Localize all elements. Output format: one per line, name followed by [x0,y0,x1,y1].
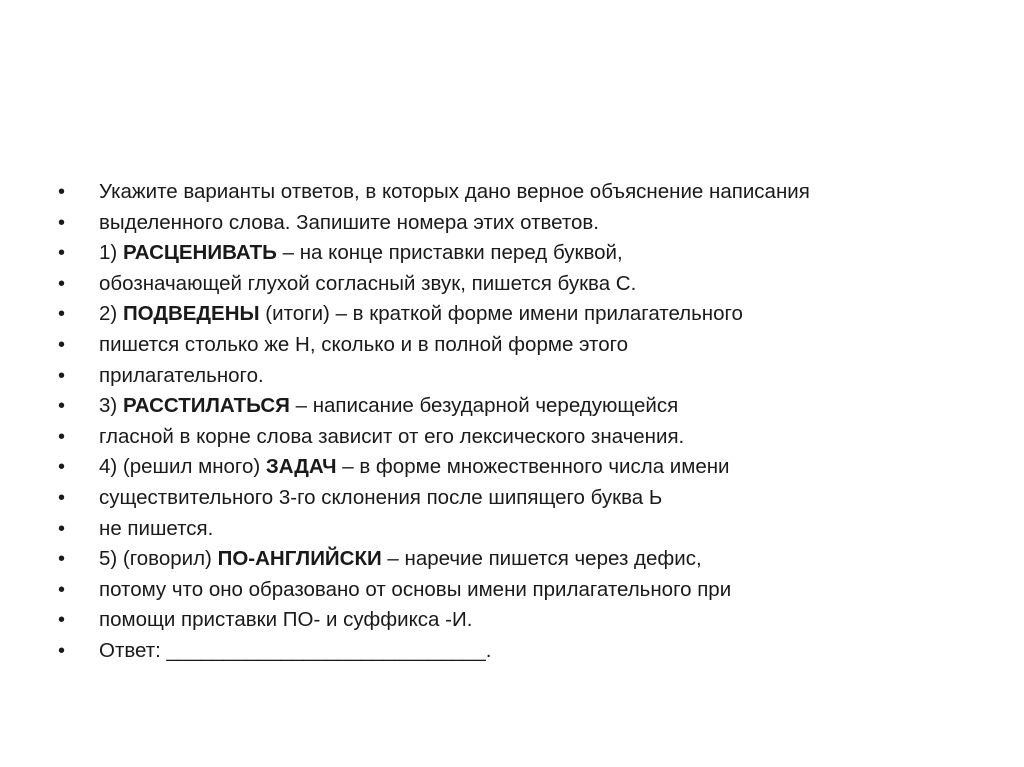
bullet-icon: • [58,578,66,601]
bullet-icon: • [58,639,66,662]
bullet-icon: • [58,395,66,418]
bullet-icon: • [58,211,66,234]
bullet-icon: • [58,425,66,448]
bullet-icon: • [58,456,66,479]
line-text: Укажите варианты ответов, в которых дано верное объяснение написания [99,180,810,203]
bullet-icon: • [58,272,66,295]
line-text: помощи приставки ПО- и суффикса -И. [99,608,473,632]
line-text: пишется столько же Н, сколько и в полной форме этого [99,332,629,356]
line-text: 4) (решил много) ЗАДАЧ – в форме множественного числа имени [99,455,730,479]
answer-line: Ответ: ____________________________. [99,638,492,662]
line-text: прилагательного. [99,363,264,387]
bullet-icon: • [58,242,66,265]
bullet-icon: • [58,548,66,571]
line-text: не пишется. [99,516,214,540]
bullet-icon: • [58,364,66,387]
bullet-icon: • [58,517,66,540]
line-text: 3) РАССТИЛАТЬСЯ – написание безударной чередующейся [99,394,679,418]
bullet-icon: • [58,303,66,326]
line-text: выделенного слова. Запишите номера этих ответов. [99,210,599,234]
bullet-icon: • [58,609,66,632]
line-text: 2) ПОДВЕДЕНЫ (итоги) – в краткой форме имени прилагательного [99,302,743,326]
bullet-icon: • [58,333,66,356]
bullet-icon: • [58,486,66,509]
line-text: существительного 3-го склонения после шипящего буква Ь [99,485,663,509]
line-text: гласной в корне слова зависит от его лексического значения. [99,424,685,448]
bullet-icon: • [58,181,66,203]
line-text: потому что оно образовано от основы имени прилагательного при [99,577,732,601]
line-text: обозначающей глухой согласный звук, пишется буква С. [99,271,637,295]
line-text: 5) (говорил) ПО-АНГЛИЙСКИ – наречие пишется через дефис, [99,547,702,571]
line-text: 1) РАСЦЕНИВАТЬ – на конце приставки перед буквой, [99,241,623,265]
